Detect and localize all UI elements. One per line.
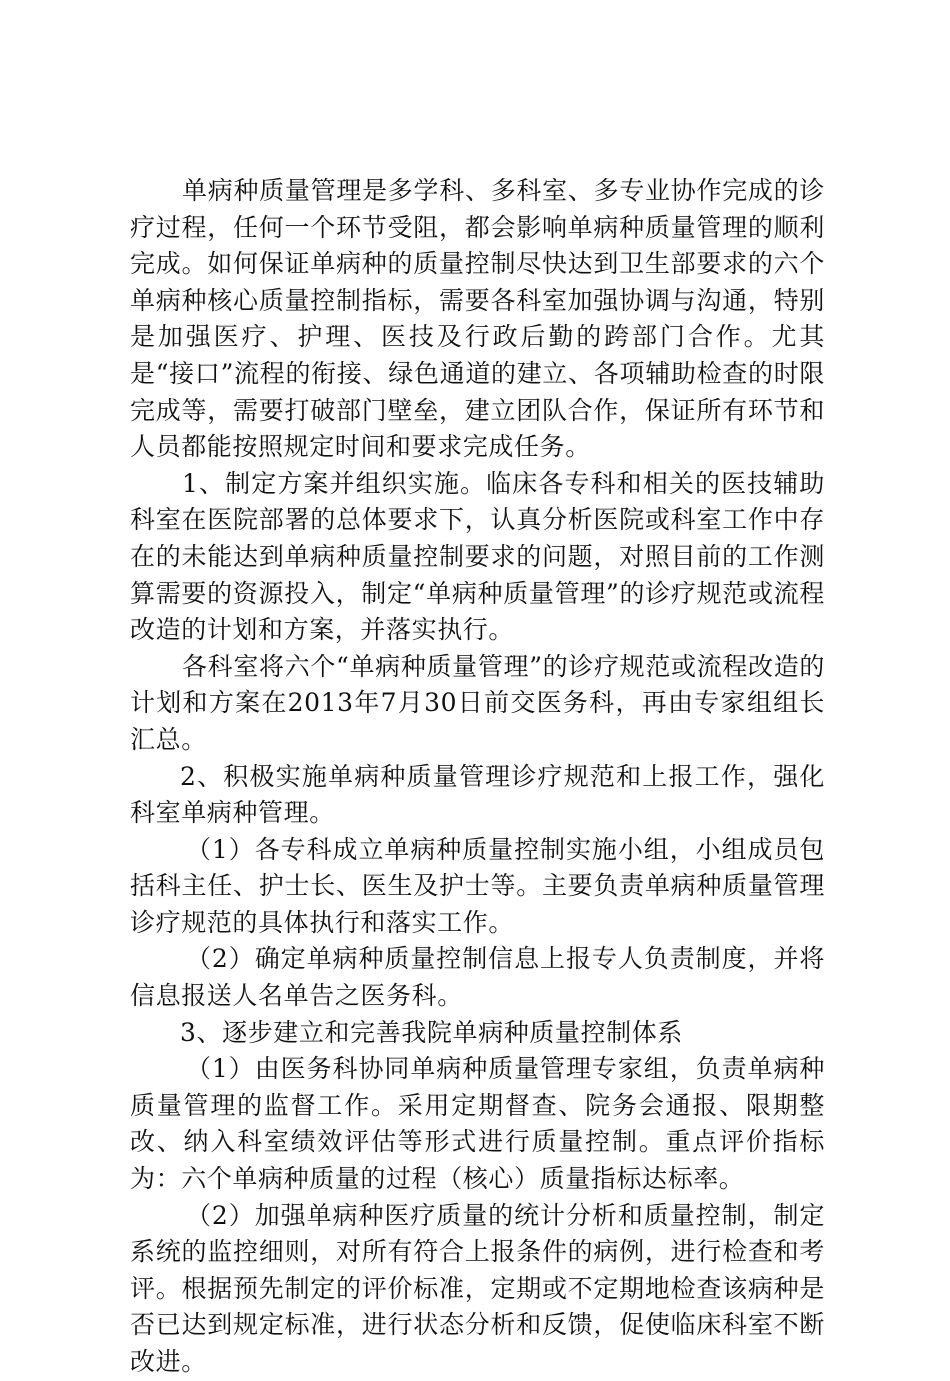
paragraph-item-3-sub-1: （1）由医务科协同单病种质量管理专家组，负责单病种质量管理的监督工作。采用定期督查、院务会通报、限期整改、纳入科室绩效评估等形式进行质量控制。重点评价指标为：六个单病种质量的过程（核心）质量指标达标率。 [130, 1054, 825, 1194]
paragraph-item-1-note: 各科室将六个“单病种质量管理”的诊疗规范或流程改造的计划和方案在2013年7月30日前交医务科，再由专家组组长汇总。 [130, 651, 825, 754]
paragraph-item-3: 3、逐步建立和完善我院单病种质量控制体系 [180, 1017, 683, 1047]
paragraph-intro: 单病种质量管理是多学科、多科室、多专业协作完成的诊疗过程，任何一个环节受阻，都会影响单病种质量管理的顺利完成。如何保证单病种的质量控制尽快达到卫生部要求的六个单病种核心质量控制指标，需要各科室加强协调与沟通，特别是加强医疗、护理、医技及行政后勤的跨部门合作。尤其是“接口”流程的衔接、绿色通道的建立、各项辅助检查的时限完成等，需要打破部门壁垒，建立团队合作，保证所有环节和人员都能按照规定时间和要求完成任务。 [130, 176, 825, 462]
paragraph-item-1: 1、制定方案并组织实施。临床各专科和相关的医技辅助科室在医院部署的总体要求下，认真分析医院或科室工作中存在的未能达到单病种质量控制要求的问题，对照目前的工作测算需要的资源投入，制定“单病种质量管理”的诊疗规范或流程改造的计划和方案，并落实执行。 [130, 468, 825, 645]
document-body [130, 173, 825, 1381]
paragraph-item-2-sub-2: （2）确定单病种质量控制信息上报专人负责制度，并将信息报送人名单告之医务科。 [130, 944, 825, 1011]
paragraph-item-2-sub-1: （1）各专科成立单病种质量控制实施小组，小组成员包括科主任、护士长、医生及护士等。主要负责单病种质量管理诊疗规范的具体执行和落实工作。 [130, 834, 825, 937]
paragraph-item-3-sub-2: （2）加强单病种医疗质量的统计分析和质量控制，制定系统的监控细则，对所有符合上报条件的病例，进行检查和考评。根据预先制定的评价标准，定期或不定期地检查该病种是否已达到规定标准，进行状态分析和反馈，促使临床科室不断改进。 [130, 1200, 825, 1376]
paragraph-item-2: 2、积极实施单病种质量管理诊疗规范和上报工作，强化科室单病种管理。 [130, 761, 825, 828]
